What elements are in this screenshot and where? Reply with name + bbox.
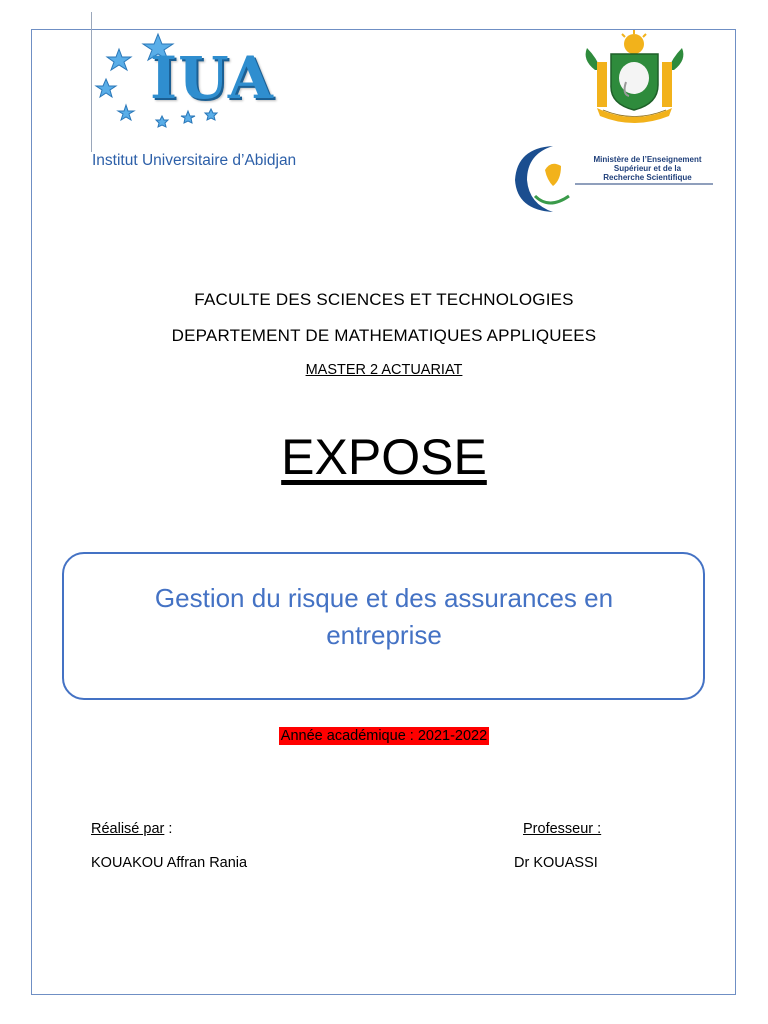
iua-logo-text: IUA xyxy=(150,44,274,112)
professor-label: Professeur : xyxy=(523,821,602,837)
star-icon xyxy=(181,111,195,123)
academic-year-row xyxy=(0,727,768,745)
ministry-name xyxy=(580,155,715,182)
author-name: KOUAKOU Affran Rania xyxy=(91,855,248,871)
ministry-line-2: Supérieur et de la xyxy=(613,164,682,173)
program-title: MASTER 2 ACTUARIAT xyxy=(305,362,463,378)
professor-name: Dr KOUASSI xyxy=(514,855,598,871)
academic-year: Année académique : 2021-2022 xyxy=(280,728,488,744)
subject-box xyxy=(62,552,705,700)
star-icon xyxy=(96,79,116,97)
star-icon xyxy=(107,49,131,70)
coat-of-arms-icon xyxy=(577,30,692,125)
institution-name: Institut Universitaire d’Abidjan xyxy=(92,152,297,169)
document-type-title: EXPOSE xyxy=(281,429,487,485)
realise-par-colon: : xyxy=(164,821,173,837)
realise-par-label xyxy=(91,821,172,837)
ministry-line-3: Recherche Scientifique xyxy=(603,173,692,182)
star-icon xyxy=(156,116,168,127)
subject-title: Gestion du risque et des assurances en entreprise xyxy=(154,583,614,650)
star-icon xyxy=(118,105,134,120)
faculty-title: FACULTE DES SCIENCES ET TECHNOLOGIES xyxy=(194,290,574,309)
ministry-line-1: Ministère de l’Enseignement xyxy=(593,155,702,164)
department-title: DEPARTEMENT DE MATHEMATIQUES APPLIQUEES xyxy=(171,326,597,345)
realise-par-text: Réalisé par xyxy=(91,821,165,837)
